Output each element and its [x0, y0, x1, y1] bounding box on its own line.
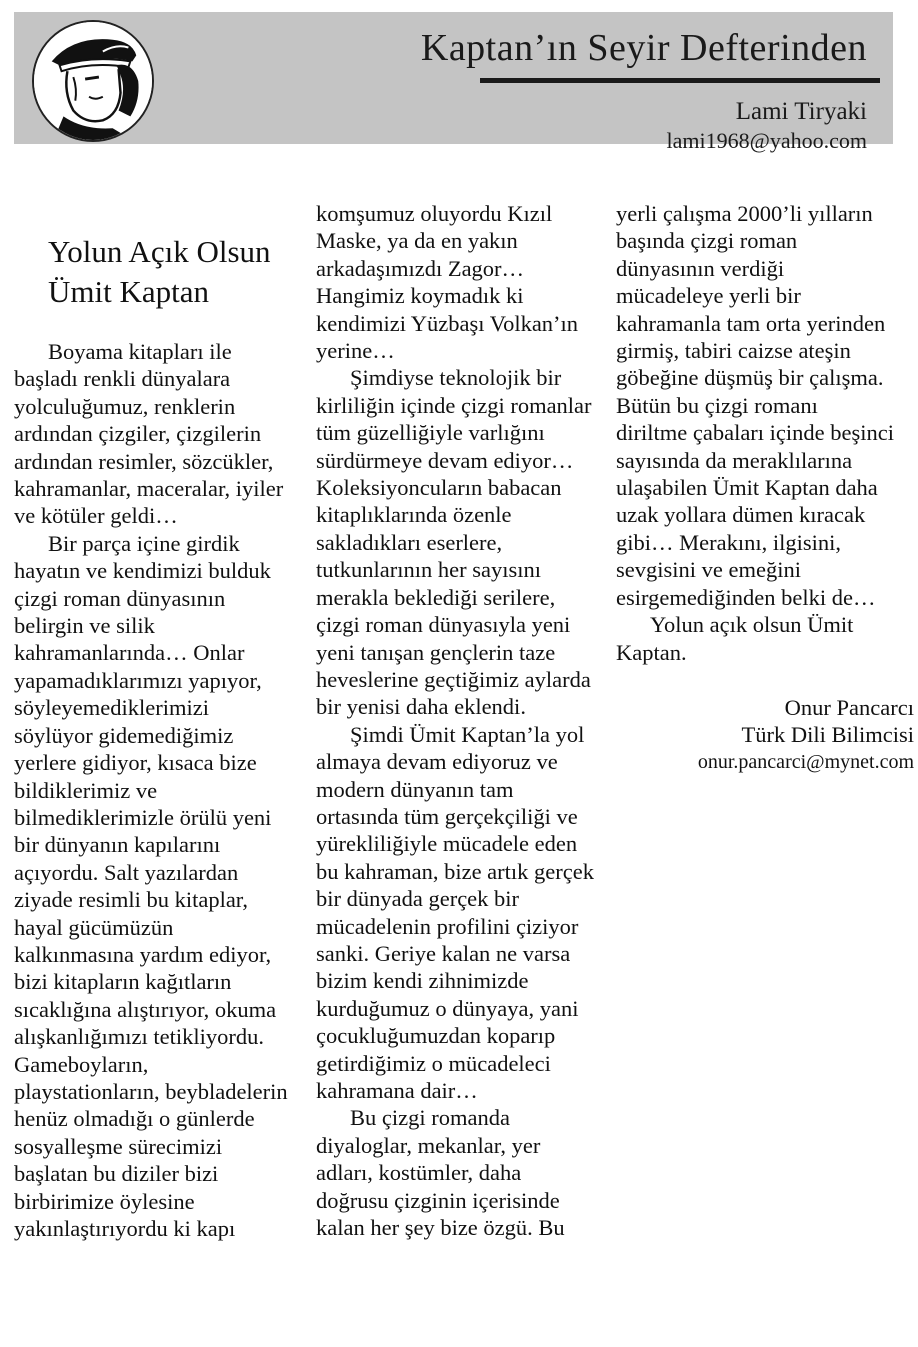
signature-title: Türk Dili Bilimcisi: [741, 722, 914, 748]
article-paragraph: Bir parça içine girdik hayatın ve kendimizi bulduk çizgi roman dünyasının belirgin ve silik kahramanlarında… Onlar yapamadıklarımızı yapıyor, söyleyemediklerimizi söylüyor gidemediğimiz yerlere gidiyor, kısaca bize bildiklerimiz ve bilmediklerimizle örülü yeni bir dünyanın kapılarını açıyordu. Salt yazılardan ziyade resimli bu kitaplar, hayal gücümüzün kalkınmasına yardım ediyor, bizi kitapların kağıtların sıcaklığına alıştırıyor, okuma alışkanlığımızı tetikliyordu. Gameboyların, playstationların, beybladelerin henüz olmadığı o günlerde sosyalleşme sürecimizi başlatan bu diziler bizi birbirimize öylesine yakınlaştırıyordu ki kapı: [14, 530, 288, 1241]
article-paragraph: komşumuz oluyordu Kızıl Maske, ya da en yakın arkadaşımızdı Zagor… Hangimiz koymadık ki kendimizi Yüzbaşı Volkan’ın yerine…: [316, 201, 579, 364]
author-name: Lami Tiryaki: [735, 98, 867, 125]
article-paragraph: Şimdi Ümit Kaptan’la yol almaya devam ediyoruz ve modern dünyanın tam ortasında tüm gerçekçiliği ve yürekliliğiyle mücadele eden bu kahraman, bize artık gerçek bir dünyada gerçek bir mücadelenin profilini çiziyor sanki. Geriye kalan ne varsa bizim kendi zihnimizde kurduğumuz o dünyaya, yani çocukluğumuzdan koparıp getirdiğimiz o mücadeleci kahramana dair…: [316, 721, 594, 1103]
article-text-flow: [14, 338, 292, 1242]
column-header: [14, 12, 893, 153]
article-column-3: [616, 200, 914, 776]
article-column-2: [316, 200, 594, 1241]
article-paragraph: yerli çalışma 2000’li yılların başında çizgi roman dünyasının verdiği mücadeleye yerli bir kahramanla tam orta yerinden girmiş, tabiri caizse ateşin göbeğine düşmüş bir çalışma. Bütün bu çizgi romanı diriltme çabaları içinde beşinci sayısında da meraklılarına ulaşabilen Ümit Kaptan daha uzak yollara dümen kıracak gibi… Merakını, ilgisini, sevgisini ve emeğini esirgemediğinden belki de…: [616, 201, 895, 610]
article-paragraph: Bu çizgi romanda diyaloglar, mekanlar, yer adları, kostümler, daha doğrusu çizginin içerisinde kalan her şey bize özgü. Bu: [316, 1105, 565, 1241]
article-paragraph: Boyama kitapları ile başladı renkli dünyalara yolculuğumuz, renklerin ardından çizgiler, çizgilerin ardından resimler, sözcükler, kahramanlar, maceralar, iyiler ve kötüler geldi…: [14, 339, 284, 529]
sailor-captain-portrait-icon: [32, 20, 154, 142]
title-divider: [480, 78, 880, 83]
article-paragraph: Yolun açık olsun Ümit Kaptan.: [616, 612, 854, 665]
article-column-1: [14, 232, 292, 1242]
signature-name: Onur Pancarcı: [784, 694, 914, 720]
article-text-flow-end: [616, 200, 894, 666]
signature-block: [616, 694, 914, 776]
article-paragraph: Şimdiyse teknolojik bir kirliliğin içinde çizgi romanlar tüm güzelliğiyle varlığını sürdürmeye devam ediyor… Koleksiyoncuların babacan kitaplıklarında özenle sakladıkları eserlere, tutkunlarının her sayısını merakla beklediği serilere, çizgi roman dünyasıyla yeni yeni tanışan gençlerin taze heveslerine geçtiğimiz aylarda bir yenisi daha eklendi.: [316, 365, 592, 720]
article-title: Yolun Açık Olsun Ümit Kaptan: [48, 234, 271, 309]
author-email: lami1968@yahoo.com: [666, 128, 867, 153]
signature-email: onur.pancarci@mynet.com: [697, 750, 914, 773]
column-title: Kaptan’ın Seyir Defterinden: [420, 27, 867, 69]
